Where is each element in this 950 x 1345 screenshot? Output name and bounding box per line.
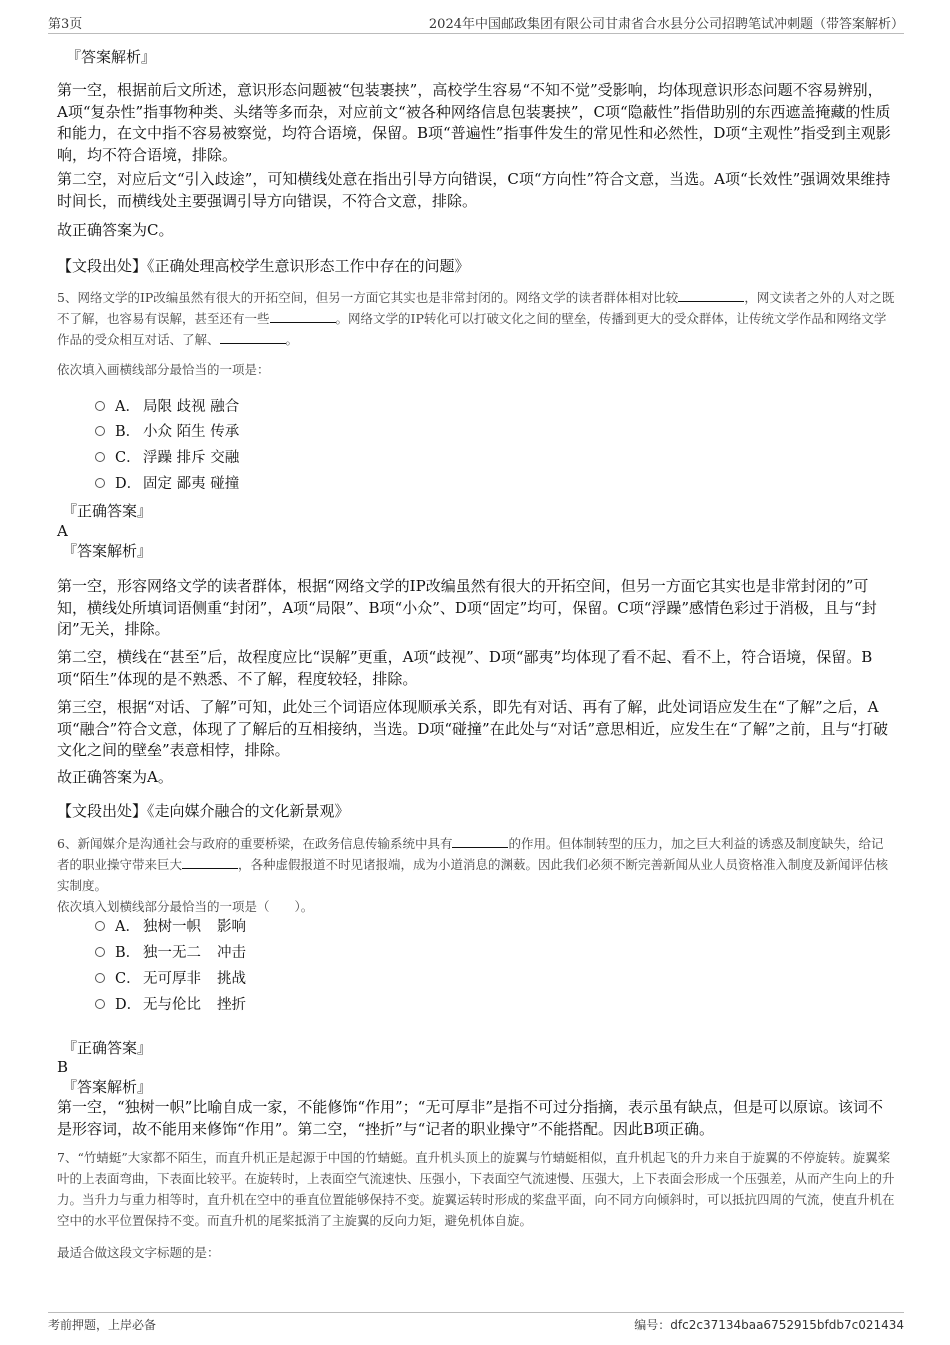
q6-prompt: 依次填入划横线部分最恰当的一项是（ ）。 bbox=[57, 899, 314, 914]
footer-slogan: 考前押题，上岸必备 bbox=[48, 1318, 157, 1332]
q4-analysis-label: 『答案解析』 bbox=[66, 48, 157, 66]
q5-answer-label: 『正确答案』 bbox=[62, 502, 153, 520]
q5-analysis-p1: 第一空，形容网络文学的读者群体，根据“网络文学的IP改编虽然有很大的开拓空间，但另一方面它其实也是非常封闭的”可知，横线处所填词语侧重“封闭”，A项“局限”、B项“小众”、D项“固定”均可，保留。C项“浮躁”感情色彩过于消极，且与“封闭”无关，排除。 bbox=[57, 577, 877, 638]
q6-option-d[interactable]: D． 无与伦比 挫折 bbox=[95, 995, 246, 1015]
radio-icon[interactable] bbox=[95, 973, 105, 983]
blank-1 bbox=[678, 288, 744, 302]
q4-analysis-p2: 第二空，对应后文“引入歧途”，可知横线处意在指出引导方向错误，C项“方向性”符合文意，当选。A项“长效性”强调效果维持时间长，而横线处主要强调引导方向错误，不符合文意，排除。 bbox=[57, 170, 891, 210]
radio-icon[interactable] bbox=[95, 478, 105, 488]
q5-option-d[interactable]: D． 固定 鄙夷 碰撞 bbox=[95, 474, 239, 494]
page-header bbox=[48, 13, 904, 34]
q5-source: 【文段出处】《走向媒介融合的文化新景观》 bbox=[57, 802, 350, 820]
q5-prompt: 依次填入画横线部分最恰当的一项是： bbox=[57, 362, 270, 377]
q5-analysis-label: 『答案解析』 bbox=[62, 542, 153, 560]
q6-answer: B bbox=[57, 1058, 69, 1076]
blank-2 bbox=[182, 855, 238, 869]
q5-stem: 5、网络文学的IP改编虽然有很大的开拓空间，但另一方面它其实也是非常封闭的。网络文学的读者群体相对比较 ，网文读者之外的人对之既不了解，也容易有误解，甚至还有一些 。网络文学的IP转化可以打破文化之间的壁垒，传播到更大的受众群体，让传统文学作品和网络文学作品的受众相互对话、了解、 。 bbox=[57, 290, 895, 347]
radio-icon[interactable] bbox=[95, 999, 105, 1009]
q5-analysis-p2: 第二空，横线在“甚至”后，故程度应比“误解”更重，A项“歧视”、D项“鄙夷”均体现了看不起、看不上，符合语境，保留。B项“陌生”体现的是不熟悉、不了解，程度较轻，排除。 bbox=[57, 648, 873, 688]
q5-option-c[interactable]: C． 浮躁 排斥 交融 bbox=[95, 448, 239, 468]
q5-answer: A bbox=[57, 522, 68, 540]
page-number: 第3页 bbox=[48, 17, 83, 32]
radio-icon[interactable] bbox=[95, 426, 105, 436]
q5-option-a[interactable]: A． 局限 歧视 融合 bbox=[95, 397, 239, 417]
q4-source: 【文段出处】《正确处理高校学生意识形态工作中存在的问题》 bbox=[57, 257, 470, 275]
q4-conclusion: 故正确答案为C。 bbox=[57, 221, 174, 239]
q6-option-a[interactable]: A． 独树一帜 影响 bbox=[95, 917, 246, 937]
radio-icon[interactable] bbox=[95, 921, 105, 931]
radio-icon[interactable] bbox=[95, 947, 105, 957]
q6-option-c[interactable]: C． 无可厚非 挑战 bbox=[95, 969, 246, 989]
q6-answer-label: 『正确答案』 bbox=[62, 1039, 153, 1057]
page-footer bbox=[48, 1312, 904, 1332]
q4-analysis-p1: 第一空，根据前后文所述，意识形态问题被“包装裹挟”，高校学生容易“不知不觉”受影响，均体现意识形态问题不容易辨别，A项“复杂性”指事物种类、头绪等多而杂，对应前文“被各种网络信息包装裹挟”，C项“隐蔽性”指借助别的东西遮盖掩藏的性质和能力，在文中指不容易被察觉，均符合语境，保留。B项“普遍性”指事件发生的常见性和必然性，D项“主观性”指受到主观影响，均不符合语境，排除。 bbox=[57, 81, 891, 164]
q6-stem: 6、新闻媒介是沟通社会与政府的重要桥梁，在政务信息传输系统中具有 的作用。但体制转型的压力，加之巨大利益的诱惑及制度缺失，给记者的职业操守带来巨大 ，各种虚假报道不时见诸报端，成为小道消息的渊薮。因此我们必须不断完善新闻从业人员资格准入制度及新闻评估核实制度。 bbox=[57, 836, 889, 893]
radio-icon[interactable] bbox=[95, 452, 105, 462]
q6-analysis-label: 『答案解析』 bbox=[62, 1078, 153, 1096]
radio-icon[interactable] bbox=[95, 401, 105, 411]
blank-1 bbox=[452, 834, 508, 848]
blank-3 bbox=[220, 330, 286, 344]
q7-prompt: 最适合做这段文字标题的是： bbox=[57, 1245, 220, 1260]
q6-option-b[interactable]: B． 独一无二 冲击 bbox=[95, 943, 246, 963]
q5-analysis-p3: 第三空，根据“对话、了解”可知，此处三个词语应体现顺承关系，即先有对话、再有了解，此处词语应发生在“了解”之后，A项“融合”符合文意，体现了了解后的互相接纳，当选。D项“碰撞”在此处与“对话”意思相近，应发生在“了解”之前，且与“打破文化之间的壁垒”表意相悖，排除。 bbox=[57, 698, 889, 759]
q5-conclusion: 故正确答案为A。 bbox=[57, 768, 173, 786]
footer-code: 编号：dfc2c37134baa6752915bfdb7c021434 bbox=[634, 1318, 904, 1332]
q6-analysis-p1: 第一空，“独树一帜”比喻自成一家，不能修饰“作用”；“无可厚非”是指不可过分指摘，表示虽有缺点，但是可以原谅。该词不是形容词，故不能用来修饰“作用”。第二空，“挫折”与“记者的职业操守”不能搭配。因此B项正确。 bbox=[57, 1098, 884, 1138]
document-title: 2024年中国邮政集团有限公司甘肃省合水县分公司招聘笔试冲刺题（带答案解析） bbox=[428, 17, 904, 32]
q7-stem: 7、“竹蜻蜓”大家都不陌生，而直升机正是起源于中国的竹蜻蜓。直升机头顶上的旋翼与竹蜻蜓相似，直升机起飞的升力来自于旋翼的不停旋转。旋翼桨叶的上表面弯曲，下表面比较平。在旋转时，上表面空气流速快、压强小，下表面空气流速慢、压强大，上下表面会形成一个压强差，从而产生向上的升力。当升力与重力相等时，直升机在空中的垂直位置能够保持不变。旋翼运转时形成的桨盘平面，向不同方向倾斜时，可以抵抗四周的气流，使直升机在空中的水平位置保持不变。而直升机的尾桨抵消了主旋翼的反向力矩，避免机体自旋。 bbox=[57, 1150, 895, 1228]
blank-2 bbox=[270, 309, 336, 323]
q5-option-b[interactable]: B． 小众 陌生 传承 bbox=[95, 422, 239, 442]
